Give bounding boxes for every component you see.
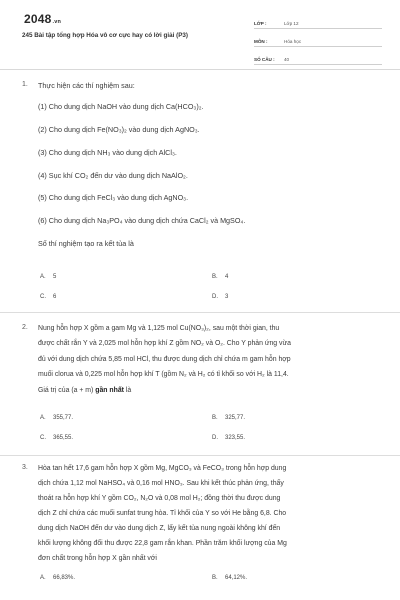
- question-divider: [0, 312, 400, 313]
- question-number: 2.: [22, 324, 28, 331]
- answer-option-c[interactable]: C. 6: [40, 294, 57, 300]
- experiment-item: (4) Sục khí CO₂ đến dư vào dung dịch NaAlO₂.: [38, 170, 188, 180]
- meta-row-count: [254, 51, 382, 65]
- meta-label: SỐ CÂU :: [254, 57, 275, 62]
- question-line: đủ với dung dịch chứa 5,85 mol HCl, thu được dung dịch chỉ chứa m gam hỗn hợp: [38, 355, 291, 363]
- question-line: muối clorua và 0,225 mol hỗn hợp khí T (gồm N₂ và H₂ có tỉ khối so với H₂ là 11,4.: [38, 371, 289, 379]
- meta-value: 40: [284, 57, 290, 62]
- question-line: dung dịch NaOH đến dư vào dung dịch Z, lấy kết tủa nung ngoài không khí đến: [38, 525, 281, 532]
- header-divider: [0, 69, 400, 70]
- question-line: [38, 383, 378, 398]
- question-line: Hòa tan hết 17,6 gam hỗn hợp X gồm Mg, MgCO₃ và FeCO₃ trong hỗn hợp dung: [38, 465, 287, 472]
- answer-option-b[interactable]: B. 325,77.: [212, 415, 246, 421]
- meta-row-class: [254, 15, 382, 29]
- answer-option-b[interactable]: B. 64,12%.: [212, 575, 248, 581]
- answer-option-a[interactable]: A. 66,83%.: [40, 575, 76, 581]
- question-tail: là: [125, 386, 132, 394]
- question-line: được chất rắn Y và 2,025 mol hỗn hợp khí Z gồm NO₂ và O₂. Cho Y phản ứng vừa: [38, 340, 291, 348]
- answer-option-d[interactable]: D. 3: [212, 294, 229, 300]
- meta-info: [254, 15, 382, 69]
- question-body: [38, 461, 378, 566]
- experiment-item: (3) Cho dung dịch NH₃ vào dung dịch AlCl₃.: [38, 147, 177, 157]
- experiment-item: (2) Cho dung dịch Fe(NO₃)₂ vào dung dịch AgNO₃.: [38, 125, 200, 135]
- question-line: dịch Z chỉ chứa các muối sunfat trung hòa. Tỉ khối của Y so với He bằng 6,8. Cho: [38, 510, 287, 517]
- question-divider: [0, 455, 400, 456]
- question-line: Nung hỗn hợp X gồm a gam Mg và 1,125 mol Cu(NO₃)₂, sau một thời gian, thu: [38, 325, 280, 332]
- meta-label: MÔN :: [254, 39, 268, 44]
- page-title: 245 Bài tập tổng hợp Hóa vô cơ cực hay có lời giải (P3): [22, 32, 189, 39]
- question-number: 1.: [22, 81, 28, 88]
- question-emphasis: gần nhất: [95, 386, 124, 394]
- question-stem: Thực hiện các thí nghiệm sau:: [38, 81, 135, 90]
- question-prompt: Số thí nghiệm tạo ra kết tủa là: [38, 239, 134, 249]
- question-text: Giá trị của (a + m): [38, 386, 94, 394]
- header: [0, 0, 400, 66]
- meta-label: LỚP :: [254, 21, 267, 26]
- question-line: thoát ra hỗn hợp khí Y gồm CO₂, N₂O và 0,08 mol H₂; đồng thời thu được dung: [38, 495, 281, 502]
- experiment-item: (1) Cho dung dịch NaOH vào dung dịch Ca(HCO₃)₂.: [38, 102, 204, 112]
- logo-main: 2048: [24, 12, 52, 26]
- experiment-item: (5) Cho dung dịch FeCl₃ vào dung dịch AgNO₃.: [38, 193, 189, 203]
- answer-option-c[interactable]: C. 365,55.: [40, 435, 74, 441]
- question-line: khối lượng không đổi thu được 22,8 gam rắn khan. Phần trăm khối lượng của Mg: [38, 540, 287, 547]
- question-body: [38, 78, 378, 251]
- answer-option-a[interactable]: A. 355,77.: [40, 415, 74, 421]
- meta-value: Lớp 12: [284, 21, 299, 26]
- question-line: đơn chất trong hỗn hợp X gần nhất với: [38, 555, 157, 562]
- answer-option-b[interactable]: B. 4: [212, 274, 229, 280]
- answer-option-d[interactable]: D. 323,55.: [212, 435, 246, 441]
- question-line: dịch chứa 1,12 mol NaHSO₄ và 0,16 mol HNO₃. Sau khi kết thúc phản ứng, thấy: [38, 480, 284, 487]
- meta-value: Hóa học: [284, 39, 302, 44]
- answer-option-a[interactable]: A. 5: [40, 274, 57, 280]
- question-number: 3.: [22, 464, 28, 471]
- question-body: [38, 321, 378, 398]
- experiment-item: (6) Cho dung dịch Na₃PO₄ vào dung dịch chứa CaCl₂ và MgSO₄.: [38, 216, 246, 226]
- logo-sub: .vn: [52, 19, 62, 25]
- site-logo[interactable]: [24, 12, 61, 26]
- meta-row-subject: [254, 33, 382, 47]
